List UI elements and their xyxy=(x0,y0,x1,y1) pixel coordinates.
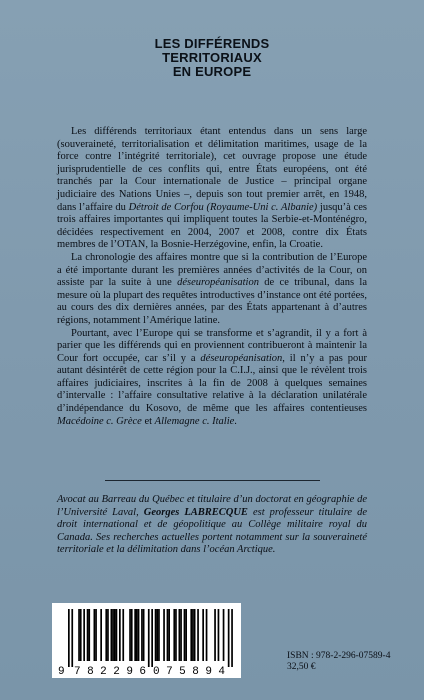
blurb-paragraph xyxy=(57,328,367,429)
price: 32,50 € xyxy=(287,662,316,672)
barcode-digit-lead: 9 xyxy=(58,666,65,678)
text-run: est professeur titulaire de droit international et de géopolitique au Collège militaire royal du Canada. Ses recherches actuelles portent notamment sur la souveraineté territoriale et la délimitation dans l’océan Arctique. xyxy=(57,506,367,556)
author-name: Georges LABRECQUE xyxy=(143,506,248,518)
text-run: La chronologie des affaires montre que si la contribution de l’Europe a été importante durant les premières années d’activités de la Cour, on assiste par la suite à une xyxy=(57,251,367,289)
emphasis-term: déseuropéanisation xyxy=(177,277,259,289)
isbn-number: ISBN : 978-2-296-07589-4 xyxy=(287,651,391,661)
book-title xyxy=(0,37,424,79)
title-line: TERRITORIAUX xyxy=(162,50,262,65)
barcode-graphic xyxy=(52,603,241,678)
barcode-digits-left: 782296 xyxy=(74,666,146,678)
case-name: Allemagne c. Italie xyxy=(154,415,235,427)
blurb-paragraph xyxy=(57,252,367,328)
text-run: Pourtant, avec l’Europe qui se transforme et s’agrandit, il y a fort à parier que les différends qui en proviennent contribueront à maintenir la Cour fort occupée, car s’il y a xyxy=(57,327,367,364)
author-bio xyxy=(57,494,367,557)
text-run: et xyxy=(141,415,155,427)
text-run: Avocat au Barreau du Québec et titulaire d’un doctorat en géographie de l’Université Laval, xyxy=(57,494,367,518)
text-run: , il n’y a pas pour autant désintérêt de cette région pour la C.I.J., ainsi que le révèlent trois affaires judiciaires, inscrites à la fin de 2008 à quelques semaines d’intervalle : l’affaire consultative relative à la déclaration unilatérale d’indépendance du Kosovo, de même que les affaires contentieuses xyxy=(57,352,367,415)
blurb-paragraph xyxy=(57,126,367,252)
text-run: . xyxy=(234,415,237,427)
title-line: EN EUROPE xyxy=(172,64,252,79)
barcode-digits-right: 075894 xyxy=(153,666,225,678)
case-name: Macédoine c. Grèce xyxy=(57,415,142,427)
text-run: jusqu’à ces trois affaires importantes qui impliquent toutes la Serbie-et-Monténégro, décidées respectivement en 2004, 2007 et 2008, contre dix États membres de l’OTAN, la Bosnie-Herzégovine, enfin, la Croatie. xyxy=(57,201,368,251)
text-run: Les différends territoriaux étant entendus dans un sens large (souveraineté, territorialisation et délimitation maritimes, usage de la force contre l’intégrité territoriale), cet ouvrage propose une étude jurisprudentielle de ces conflits qui, entre États européens, ont été tranchés par la Cour internationale de Justice – principal organe judiciaire des Nations Unies –, depuis son tout premier arrêt, en 1948, dans l’affaire du xyxy=(57,126,367,213)
emphasis-term: déseuropéanisation xyxy=(200,352,283,364)
barcode xyxy=(52,603,241,678)
text-run: de ce tribunal, dans la mesure où la plupart des requêtes introductives d’instance ont été portées, au cours des dix dernières années, par des États appartenant à d’autres régions, notamment l’Amérique latine. xyxy=(57,277,367,326)
title-line: LES DIFFÉRENDS xyxy=(154,36,270,51)
blurb xyxy=(57,126,367,428)
divider-rule xyxy=(105,480,320,481)
case-name: Détroit de Corfou (Royaume-Uni c. Albanie) xyxy=(128,201,318,213)
isbn-block xyxy=(287,651,390,673)
